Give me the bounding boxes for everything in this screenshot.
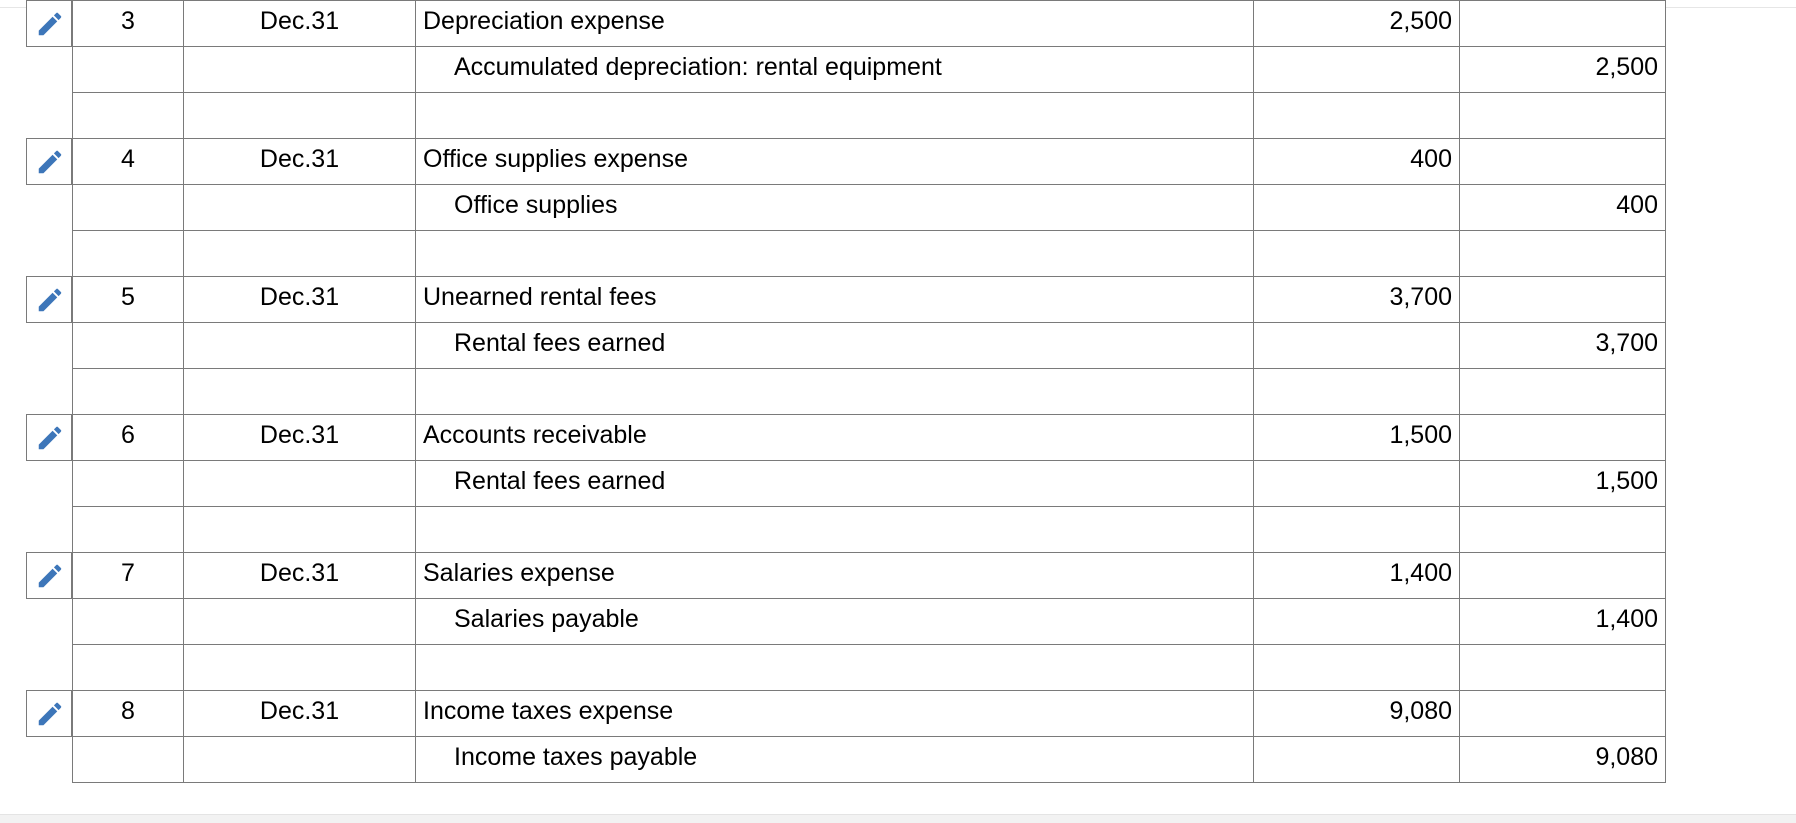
spacer-cell[interactable] bbox=[415, 230, 1254, 277]
credit-account[interactable]: Accumulated depreciation: rental equipment bbox=[415, 46, 1254, 93]
spacer-cell[interactable] bbox=[1253, 506, 1460, 553]
spacer-cell bbox=[72, 230, 184, 277]
spacer-cell bbox=[72, 92, 184, 139]
entry-date: Dec.31 bbox=[183, 552, 416, 599]
spacer-cell[interactable] bbox=[415, 506, 1254, 553]
debit-account[interactable]: Salaries expense bbox=[415, 552, 1254, 599]
credit-amount-empty[interactable] bbox=[1459, 552, 1666, 599]
spacer-cell bbox=[183, 92, 416, 139]
credit-amount-empty[interactable] bbox=[1459, 276, 1666, 323]
credit-amount[interactable]: 9,080 bbox=[1459, 736, 1666, 783]
edit-entry-button[interactable] bbox=[26, 0, 72, 47]
debit-amount[interactable]: 3,700 bbox=[1253, 276, 1460, 323]
entry-number-empty bbox=[72, 460, 184, 507]
entry-number-empty bbox=[72, 46, 184, 93]
entry-number: 7 bbox=[72, 552, 184, 599]
spacer-cell bbox=[72, 368, 184, 415]
spacer-cell[interactable] bbox=[1459, 230, 1666, 277]
debit-amount-empty[interactable] bbox=[1253, 736, 1460, 783]
pencil-icon bbox=[35, 423, 65, 453]
debit-amount[interactable]: 2,500 bbox=[1253, 0, 1460, 47]
credit-amount[interactable]: 400 bbox=[1459, 184, 1666, 231]
spacer-cell[interactable] bbox=[1459, 506, 1666, 553]
spacer-cell[interactable] bbox=[1253, 92, 1460, 139]
debit-amount[interactable]: 1,500 bbox=[1253, 414, 1460, 461]
debit-account[interactable]: Office supplies expense bbox=[415, 138, 1254, 185]
spacer-cell[interactable] bbox=[1459, 368, 1666, 415]
entry-number-empty bbox=[72, 322, 184, 369]
credit-account[interactable]: Salaries payable bbox=[415, 598, 1254, 645]
spacer-cell[interactable] bbox=[1253, 644, 1460, 691]
spacer-cell bbox=[183, 506, 416, 553]
debit-amount-empty[interactable] bbox=[1253, 598, 1460, 645]
debit-amount-empty[interactable] bbox=[1253, 322, 1460, 369]
spacer-cell bbox=[183, 230, 416, 277]
edit-entry-button[interactable] bbox=[26, 138, 72, 185]
debit-amount-empty[interactable] bbox=[1253, 184, 1460, 231]
spacer-cell[interactable] bbox=[1459, 644, 1666, 691]
edit-entry-button[interactable] bbox=[26, 690, 72, 737]
spacer-cell[interactable] bbox=[1459, 92, 1666, 139]
entry-date-empty bbox=[183, 46, 416, 93]
spacer-cell bbox=[72, 506, 184, 553]
entry-number: 4 bbox=[72, 138, 184, 185]
entry-number: 3 bbox=[72, 0, 184, 47]
edit-entry-button[interactable] bbox=[26, 414, 72, 461]
entry-date: Dec.31 bbox=[183, 138, 416, 185]
spacer-cell[interactable] bbox=[1253, 230, 1460, 277]
credit-account[interactable]: Rental fees earned bbox=[415, 460, 1254, 507]
edit-entry-button[interactable] bbox=[26, 552, 72, 599]
pencil-icon bbox=[35, 285, 65, 315]
entry-date: Dec.31 bbox=[183, 414, 416, 461]
entry-number: 8 bbox=[72, 690, 184, 737]
spacer-cell bbox=[183, 368, 416, 415]
credit-account[interactable]: Income taxes payable bbox=[415, 736, 1254, 783]
credit-account[interactable]: Office supplies bbox=[415, 184, 1254, 231]
entry-date-empty bbox=[183, 184, 416, 231]
pencil-icon bbox=[35, 147, 65, 177]
debit-account[interactable]: Unearned rental fees bbox=[415, 276, 1254, 323]
credit-account[interactable]: Rental fees earned bbox=[415, 322, 1254, 369]
pencil-icon bbox=[35, 9, 65, 39]
edit-entry-button[interactable] bbox=[26, 276, 72, 323]
spacer-cell[interactable] bbox=[415, 644, 1254, 691]
credit-amount-empty[interactable] bbox=[1459, 138, 1666, 185]
credit-amount-empty[interactable] bbox=[1459, 690, 1666, 737]
debit-amount[interactable]: 400 bbox=[1253, 138, 1460, 185]
credit-amount[interactable]: 3,700 bbox=[1459, 322, 1666, 369]
spacer-cell bbox=[72, 644, 184, 691]
entry-number-empty bbox=[72, 184, 184, 231]
debit-amount[interactable]: 1,400 bbox=[1253, 552, 1460, 599]
entry-date: Dec.31 bbox=[183, 276, 416, 323]
spacer-cell[interactable] bbox=[415, 92, 1254, 139]
credit-amount[interactable]: 2,500 bbox=[1459, 46, 1666, 93]
credit-amount-empty[interactable] bbox=[1459, 0, 1666, 47]
entry-number: 6 bbox=[72, 414, 184, 461]
entry-date-empty bbox=[183, 598, 416, 645]
pencil-icon bbox=[35, 561, 65, 591]
entry-number-empty bbox=[72, 736, 184, 783]
debit-account[interactable]: Depreciation expense bbox=[415, 0, 1254, 47]
entry-date-empty bbox=[183, 322, 416, 369]
entry-number: 5 bbox=[72, 276, 184, 323]
debit-amount-empty[interactable] bbox=[1253, 46, 1460, 93]
debit-amount-empty[interactable] bbox=[1253, 460, 1460, 507]
debit-account[interactable]: Accounts receivable bbox=[415, 414, 1254, 461]
entry-date-empty bbox=[183, 736, 416, 783]
spacer-cell[interactable] bbox=[415, 368, 1254, 415]
entry-date: Dec.31 bbox=[183, 690, 416, 737]
debit-account[interactable]: Income taxes expense bbox=[415, 690, 1254, 737]
entry-date-empty bbox=[183, 460, 416, 507]
pencil-icon bbox=[35, 699, 65, 729]
credit-amount-empty[interactable] bbox=[1459, 414, 1666, 461]
entry-date: Dec.31 bbox=[183, 0, 416, 47]
debit-amount[interactable]: 9,080 bbox=[1253, 690, 1460, 737]
spacer-cell[interactable] bbox=[1253, 368, 1460, 415]
credit-amount[interactable]: 1,500 bbox=[1459, 460, 1666, 507]
entry-number-empty bbox=[72, 598, 184, 645]
spacer-cell bbox=[183, 644, 416, 691]
credit-amount[interactable]: 1,400 bbox=[1459, 598, 1666, 645]
